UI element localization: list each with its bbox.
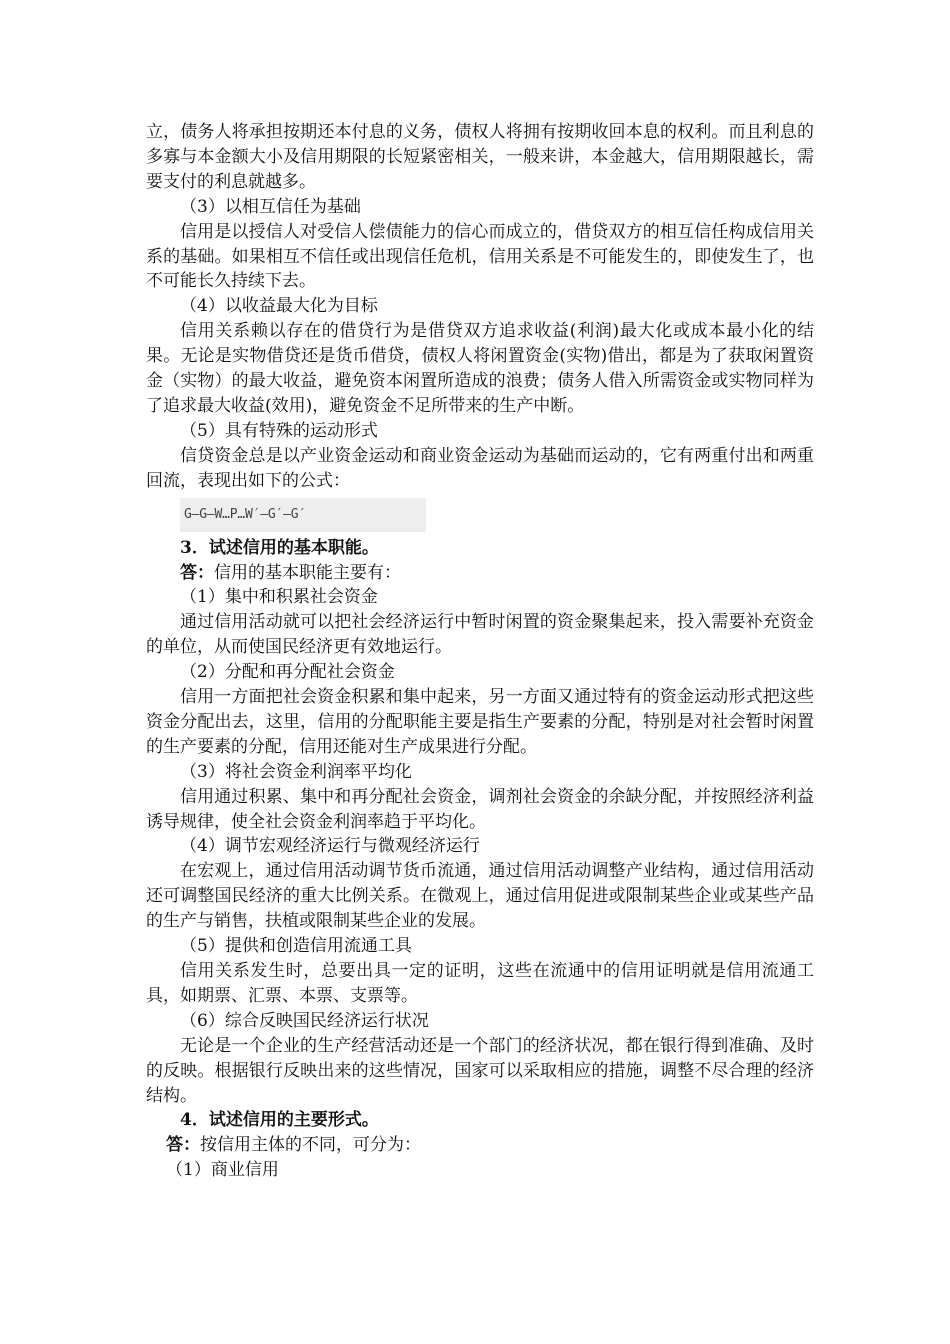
- answer-label: 答：: [166, 1135, 200, 1156]
- formula-image: [180, 498, 426, 532]
- question-3-heading: 3．试述信用的基本职能。: [180, 537, 379, 558]
- paragraph-special-movement: 信贷资金总是以产业资金运动和商业资金运动为基础而运动的，它有两重付出和两重回流，表现出如下的公式：: [146, 445, 814, 491]
- answer-3-intro: [146, 561, 814, 586]
- function-2-heading: （2）分配和再分配社会资金: [180, 662, 395, 683]
- paragraph-interest-obligation: 立，债务人将承担按期还本付息的义务，债权人将拥有按期收回本息的权利。而且利息的多寡与本金额大小及信用期限的长短紧密相关，一般来讲，本金越大，信用期限越长，需要支付的利息就越多。: [146, 122, 814, 192]
- function-3-text: 信用通过积累、集中和再分配社会资金，调剂社会资金的余缺分配，并按照经济利益诱导规律，使全社会资金利润率趋于平均化。: [146, 786, 814, 832]
- answer-3-text: 信用的基本职能主要有：: [214, 562, 401, 583]
- subheading-max-return: （4）以收益最大化为目标: [180, 296, 378, 317]
- function-5-text: 信用关系发生时，总要出具一定的证明，这些在流通中的信用证明就是信用流通工具，如期票、汇票、本票、支票等。: [146, 961, 814, 1006]
- answer-label: 答：: [180, 562, 214, 583]
- paragraph-mutual-trust: 信用是以授信人对受信人偿债能力的信心而成立的，借贷双方的相互信任构成信用关系的基础。如果相互不信任或出现信任危机，信用关系是不可能发生的，即使发生了，也不可能长久持续下去。: [146, 221, 814, 292]
- function-1-heading: （1）集中和积累社会资金: [180, 587, 378, 608]
- function-6-text: 无论是一个企业的生产经营活动还是一个部门的经济状况，都在银行得到准确、及时的反映。根据银行反映出来的这些情况，国家可以采取相应的措施，调整不尽合理的经济结构。: [146, 1035, 814, 1106]
- function-5-heading: （5）提供和创造信用流通工具: [180, 936, 412, 957]
- formula-text: G—G—W…P…W′—G′—G′: [184, 506, 307, 522]
- answer-4-text: 按信用主体的不同，可分为：: [200, 1135, 421, 1156]
- subheading-mutual-trust: （3）以相互信任为基础: [180, 196, 361, 217]
- function-4-heading: （4）调节宏观经济运行与微观经济运行: [180, 836, 480, 857]
- function-6-heading: （6）综合反映国民经济运行状况: [180, 1010, 429, 1031]
- function-3-heading: （3）将社会资金利润率平均化: [180, 761, 412, 782]
- answer-4-intro: [146, 1133, 814, 1158]
- question-4-heading: 4．试述信用的主要形式。: [180, 1110, 379, 1131]
- paragraph-max-return: 信用关系赖以存在的借贷行为是借贷双方追求收益(利润)最大化或成本最小化的结果。无论是实物借贷还是货币借贷，债权人将闲置资金(实物)借出，都是为了获取闲置资金（实物）的最大收益，避免资本闲置所造成的浪费；债务人借入所需资金或实物同样为了追求最大收益(效用)，避免资金不足所带来的生产中断。: [146, 321, 814, 416]
- formula-container: [146, 494, 814, 536]
- function-2-text: 信用一方面把社会资金积累和集中起来，另一方面又通过特有的资金运动形式把这些资金分配出去，这里，信用的分配职能主要是指生产要素的分配，特别是对社会暂时闲置的生产要素的分配，信用还能对生产成果进行分配。: [146, 687, 814, 757]
- function-1-text: 通过信用活动就可以把社会经济运行中暂时闲置的资金聚集起来，投入需要补充资金的单位，从而使国民经济更有效地运行。: [146, 612, 814, 658]
- subheading-special-movement: （5）具有特殊的运动形式: [180, 420, 378, 441]
- function-4-text: 在宏观上，通过信用活动调节货币流通，通过信用活动调整产业结构，通过信用活动还可调整国民经济的重大比例关系。在微观上，通过信用促进或限制某些企业或某些产品的生产与销售，扶植或限制某些企业的发展。: [146, 861, 814, 932]
- document-body: [146, 120, 814, 1183]
- form-1-heading: （1）商业信用: [166, 1160, 279, 1181]
